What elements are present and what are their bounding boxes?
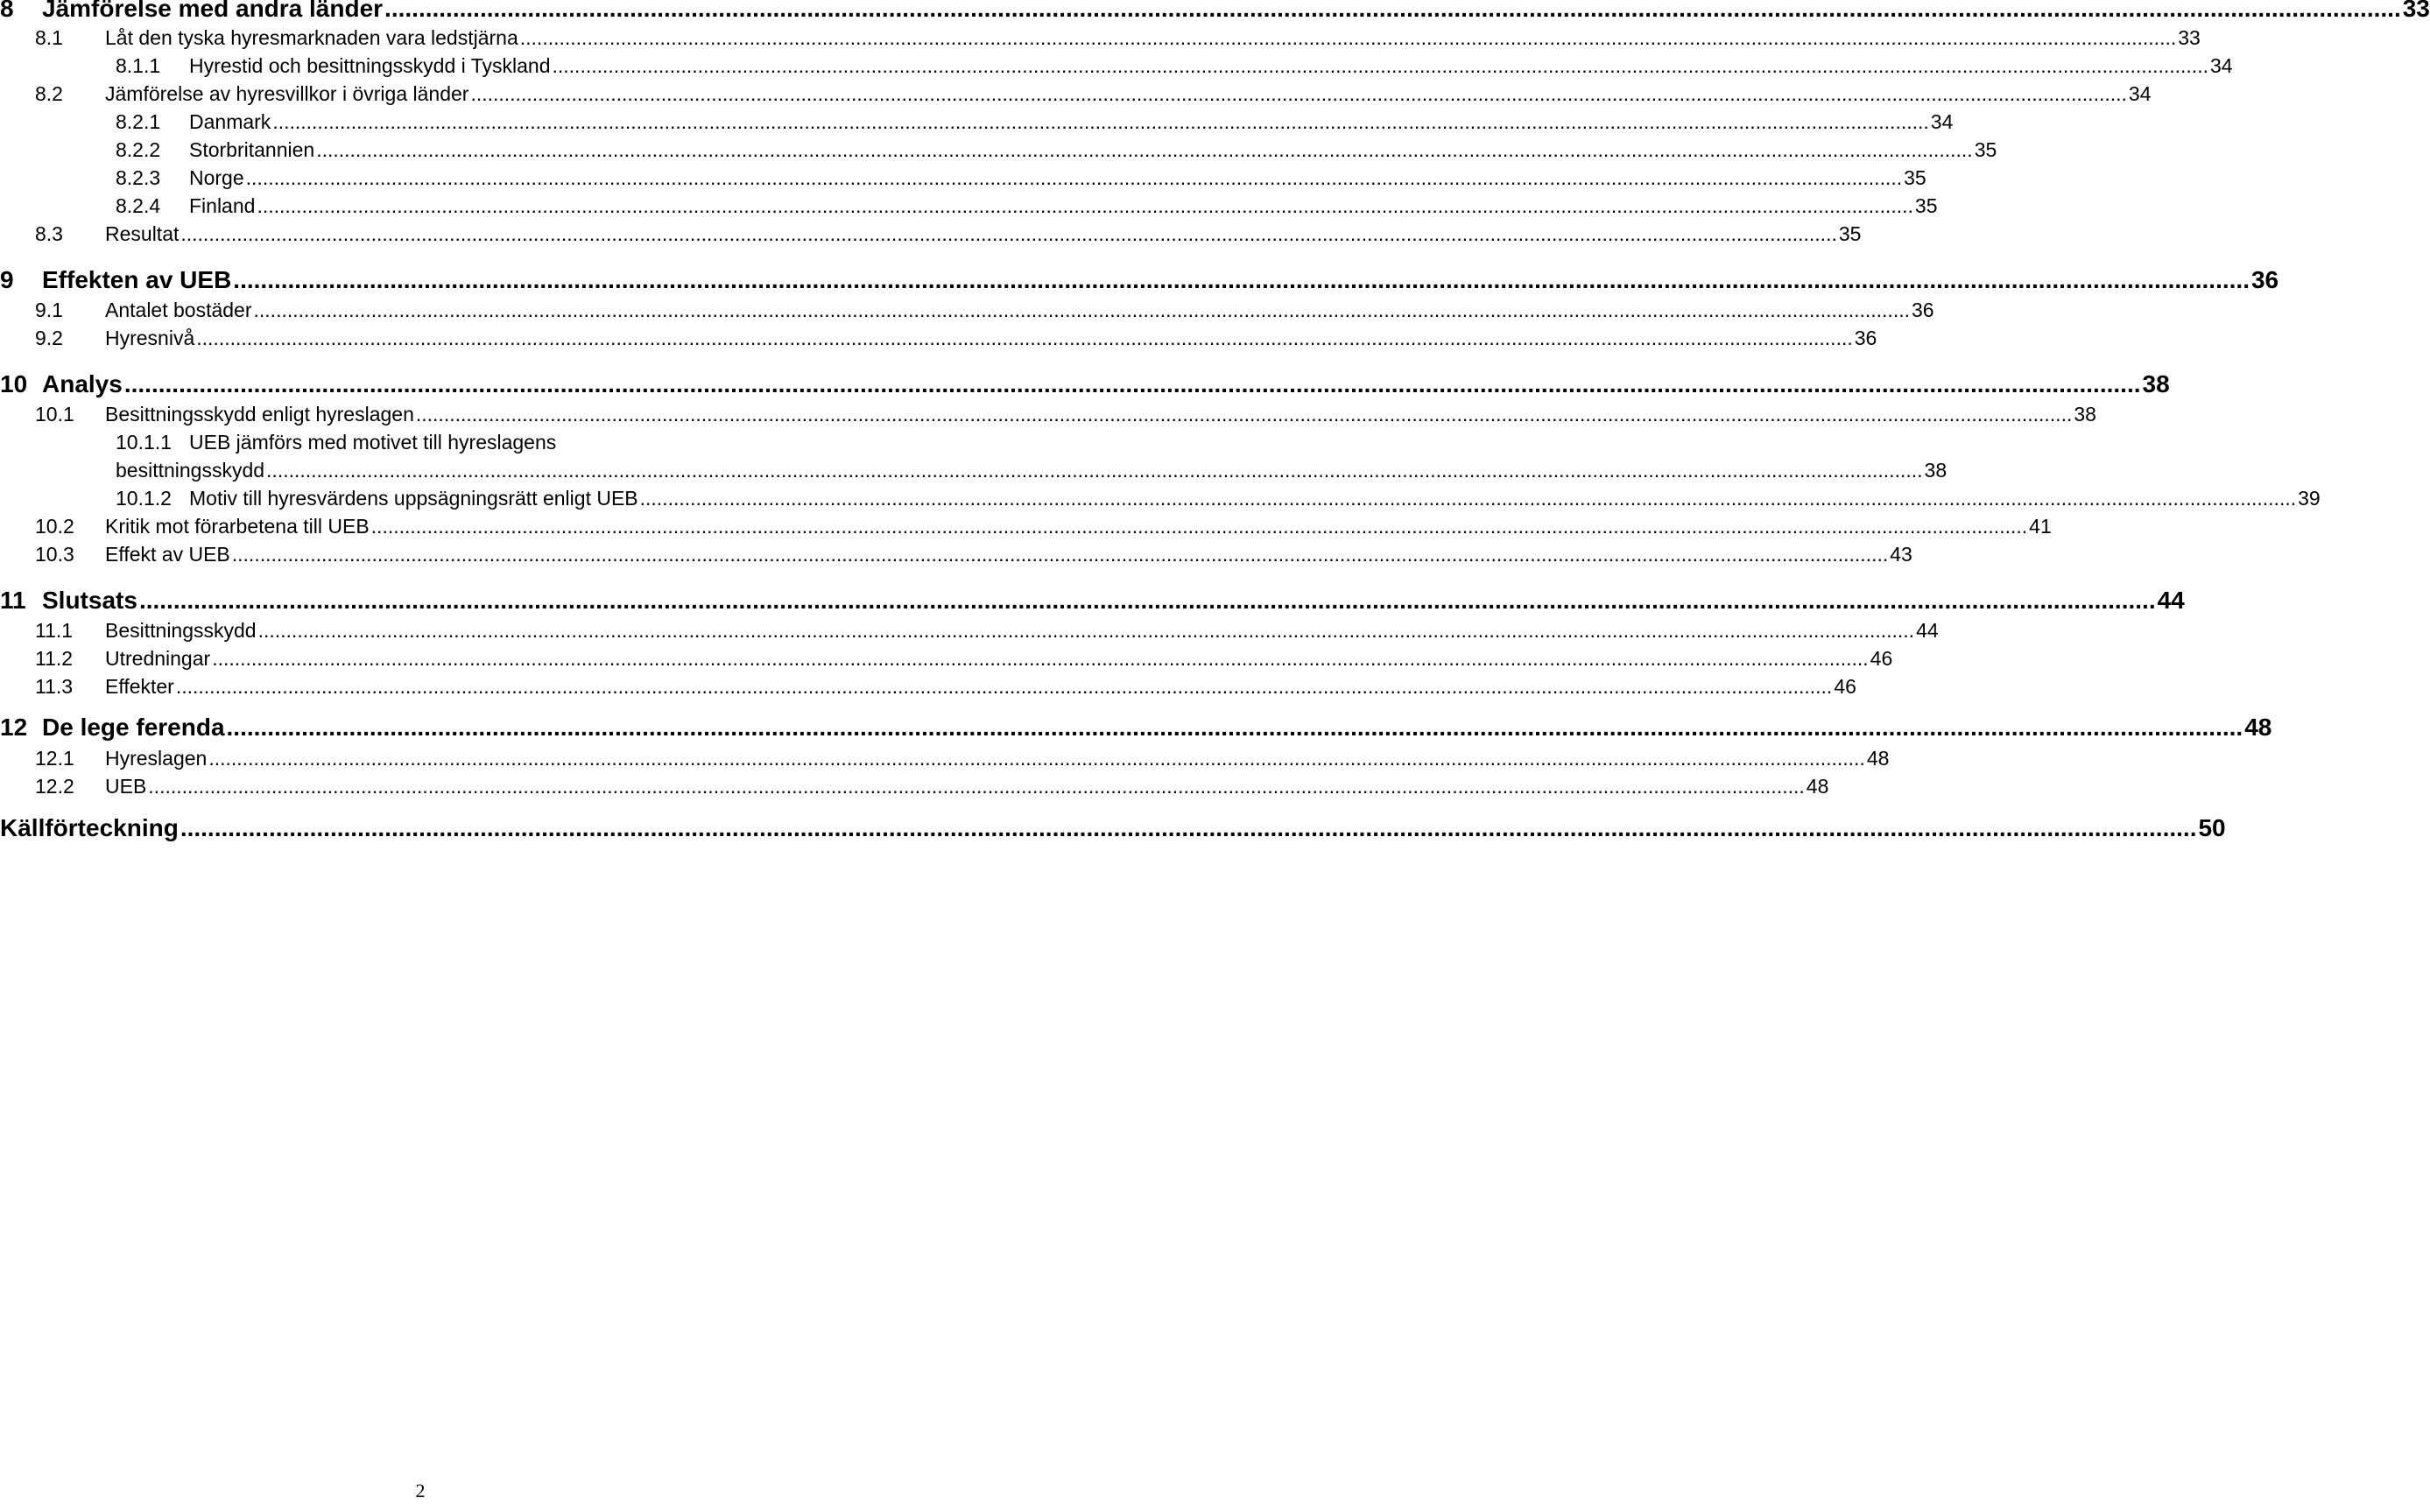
toc-page: 34 <box>2209 54 2233 77</box>
toc-number: 11.2 <box>35 647 74 670</box>
toc-page: 48 <box>1866 747 1890 770</box>
toc-title: Finland <box>189 194 256 217</box>
toc-title: Norge <box>189 166 244 189</box>
toc-page: 34 <box>1930 110 1954 133</box>
toc-title: Resultat <box>105 222 180 245</box>
toc-number: 8.2.4 <box>116 194 161 217</box>
toc-page: 48 <box>2244 714 2272 741</box>
toc-entry[interactable] <box>0 814 2226 842</box>
toc-page: 41 <box>2029 515 2052 538</box>
toc-page: 36 <box>1854 327 1877 349</box>
toc-number: 8.2.2 <box>116 138 161 161</box>
toc-title: Effekter <box>105 675 174 698</box>
toc-entry[interactable] <box>0 0 2430 23</box>
toc-leader <box>384 0 2401 23</box>
toc-page: 35 <box>1914 194 1938 217</box>
toc-leader <box>470 82 2126 106</box>
toc-leader <box>257 194 1912 218</box>
toc-entry[interactable] <box>35 647 1893 671</box>
toc-leader <box>266 459 1922 482</box>
toc-number: 9.1 <box>35 299 63 321</box>
toc-entry[interactable] <box>35 619 1939 643</box>
toc-title: Utredningar <box>105 647 211 670</box>
toc-title: Besittningsskydd enligt hyreslagen <box>105 403 414 425</box>
toc-title: Hyreslagen <box>105 747 208 770</box>
toc-page: 38 <box>2074 403 2096 425</box>
toc-leader <box>180 222 1836 246</box>
toc-title: Storbritannien <box>189 138 315 161</box>
page-number: 2 <box>415 1480 426 1501</box>
toc-title: UEB <box>105 775 147 798</box>
toc-title: Besittningsskydd <box>105 619 257 642</box>
toc-leader <box>124 370 2141 398</box>
toc-entry[interactable] <box>116 194 1938 218</box>
toc-page: 39 <box>2298 487 2321 510</box>
toc-number: 10.3 <box>35 543 74 566</box>
toc-entry[interactable] <box>116 166 1926 190</box>
toc-page: 44 <box>1916 619 1939 642</box>
toc-leader <box>272 110 1928 134</box>
toc-page: 33 <box>2402 0 2430 22</box>
toc-leader <box>246 166 1902 190</box>
toc-page: 43 <box>1890 543 1912 566</box>
toc-entry[interactable] <box>0 587 2185 615</box>
toc-entry[interactable] <box>35 327 1877 350</box>
toc-title: Hyrestid och besittningsskydd i Tyskland <box>189 54 551 77</box>
toc-number: 12 <box>0 714 28 741</box>
toc-title-line1: UEB jämförs med motivet till hyreslagens <box>189 431 557 454</box>
toc-leader <box>416 403 2072 426</box>
toc-page: 35 <box>1904 166 1926 189</box>
toc-page: 38 <box>2142 370 2170 397</box>
toc-entry[interactable] <box>35 515 2052 538</box>
toc-leader <box>371 515 2027 538</box>
toc-leader <box>520 26 2176 50</box>
toc-number: 11 <box>0 587 26 614</box>
toc-entry[interactable] <box>35 543 1912 566</box>
toc-number: 10.1 <box>35 403 74 425</box>
toc-page: 46 <box>1870 647 1893 670</box>
toc-number: 11.3 <box>35 675 74 698</box>
toc-number: 9 <box>0 266 14 293</box>
toc-entry[interactable] <box>35 82 2152 106</box>
toc-number: 8.1.1 <box>116 54 161 77</box>
toc-entry[interactable] <box>0 714 2272 742</box>
toc-entry[interactable] <box>0 266 2279 294</box>
toc-entry[interactable] <box>35 299 1934 322</box>
toc-number: 10.2 <box>35 515 74 538</box>
toc-number: 9.2 <box>35 327 63 349</box>
toc-title: Jämförelse av hyresvillkor i övriga länder <box>105 82 469 105</box>
toc-entry[interactable] <box>35 675 1856 699</box>
toc-entry[interactable] <box>35 775 1829 798</box>
toc-leader <box>640 487 2296 510</box>
toc-number: 10 <box>0 370 28 397</box>
toc-leader <box>254 299 1910 322</box>
toc-page: 38 <box>1924 459 1948 482</box>
toc-number: 8.2 <box>35 82 63 105</box>
toc-entry[interactable] <box>0 370 2170 398</box>
toc-leader <box>208 747 1864 770</box>
toc-entry[interactable] <box>116 138 1997 162</box>
toc-title: De lege ferenda <box>42 714 225 741</box>
toc-title: Motiv till hyresvärdens uppsägningsrätt enligt UEB <box>189 487 638 510</box>
toc-number: 12.2 <box>35 775 74 798</box>
toc-page: 44 <box>2157 587 2185 614</box>
toc-number: 11.1 <box>35 619 74 642</box>
toc-leader <box>148 775 1804 798</box>
toc-title: Danmark <box>189 110 271 133</box>
toc-leader <box>180 814 2197 842</box>
toc-leader <box>212 647 1868 671</box>
toc-entry[interactable] <box>116 54 2233 78</box>
toc-entry[interactable] <box>116 487 2321 510</box>
toc-leader <box>553 54 2208 78</box>
toc-number: 8.2.1 <box>116 110 161 133</box>
toc-title: Analys <box>42 370 123 397</box>
toc-entry[interactable] <box>116 110 1954 134</box>
toc-page: 36 <box>1912 299 1934 321</box>
toc-number: 8.1 <box>35 26 63 49</box>
toc-page: 35 <box>1974 138 1997 161</box>
toc-entry[interactable] <box>35 403 2096 426</box>
toc-number: 8 <box>0 0 14 22</box>
toc-page: 46 <box>1834 675 1856 698</box>
toc-leader <box>316 138 1972 162</box>
toc-entry-first-line[interactable] <box>116 431 556 454</box>
toc-leader <box>196 327 1852 350</box>
toc-entry[interactable] <box>35 26 2201 50</box>
toc-title: besittningsskydd <box>116 459 265 482</box>
toc-title: Hyresnivå <box>105 327 195 349</box>
toc-page: 50 <box>2198 814 2226 841</box>
toc-number: 8.2.3 <box>116 166 161 189</box>
toc-entry[interactable] <box>116 459 1948 482</box>
toc-leader <box>232 543 1888 566</box>
toc-page: 34 <box>2128 82 2152 105</box>
toc-number: 10.1.1 <box>116 431 172 454</box>
toc-title: Kritik mot förarbetena till UEB <box>105 515 370 538</box>
toc-page: 36 <box>2250 266 2279 293</box>
toc-leader <box>227 714 2243 742</box>
toc-entry[interactable] <box>35 747 1890 770</box>
toc-number: 8.3 <box>35 222 63 245</box>
toc-leader <box>176 675 1832 699</box>
toc-leader <box>233 266 2250 294</box>
toc-title: Låt den tyska hyresmarknaden vara ledstjärna <box>105 26 518 49</box>
toc-title: Antalet bostäder <box>105 299 252 321</box>
toc-leader <box>139 587 2156 615</box>
toc-number: 10.1.2 <box>116 487 172 510</box>
toc-title: Källförteckning <box>0 814 179 841</box>
toc-title: Jämförelse med andra länder <box>42 0 384 22</box>
toc-page: 35 <box>1838 222 1862 245</box>
toc-title: Effekt av UEB <box>105 543 230 566</box>
toc-title: Slutsats <box>42 587 137 614</box>
toc-page: 48 <box>1806 775 1829 798</box>
toc-page: 33 <box>2178 26 2201 49</box>
toc-leader <box>258 619 1914 643</box>
toc-number: 12.1 <box>35 747 74 770</box>
toc-entry[interactable] <box>35 222 1862 246</box>
toc-title: Effekten av UEB <box>42 266 232 293</box>
